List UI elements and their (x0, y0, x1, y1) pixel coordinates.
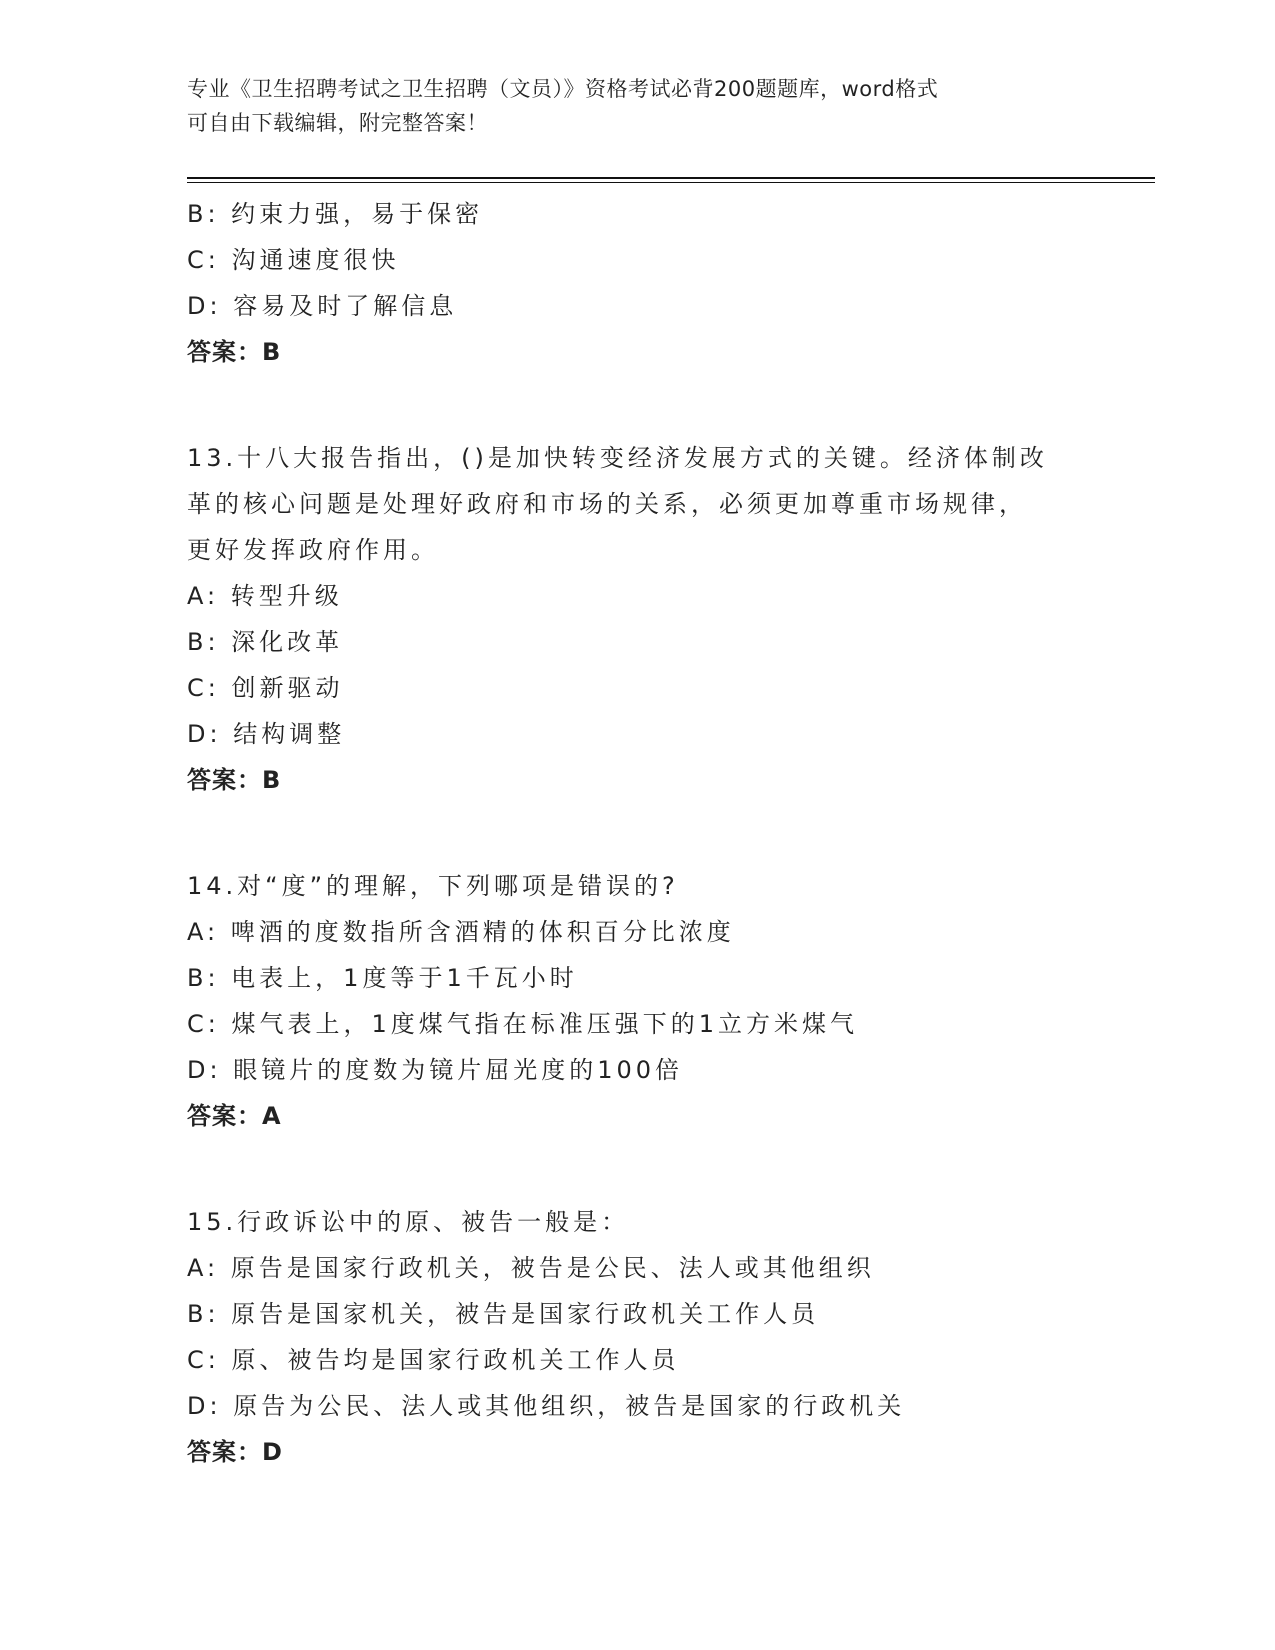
answer-line: 答案：D (187, 1438, 283, 1466)
answer-line: 答案：A (187, 1102, 282, 1130)
option-d: D: 结构调整 (187, 720, 346, 748)
answer-line: 答案：B (187, 766, 282, 794)
question-15-block (187, 1199, 1107, 1475)
option-d: D: 眼镜片的度数为镜片屈光度的100倍 (187, 1056, 684, 1084)
question-13-block (187, 435, 1107, 803)
option-c: C: 原、被告均是国家行政机关工作人员 (187, 1346, 680, 1374)
question-stem-line: 15.行政诉讼中的原、被告一般是： (187, 1208, 630, 1236)
option-b: B: 电表上，1度等于1千瓦小时 (187, 964, 578, 992)
header-title-line1: 专业《卫生招聘考试之卫生招聘（文员）》资格考试必背200题题库，word格式 (187, 77, 939, 101)
spacer (187, 803, 1107, 863)
option-a: A: 转型升级 (187, 582, 343, 610)
option-b: B: 约束力强，易于保密 (187, 200, 484, 228)
option-a: A: 原告是国家行政机关，被告是公民、法人或其他组织 (187, 1254, 875, 1282)
header-divider-thin (187, 182, 1155, 183)
document-header (187, 72, 1067, 140)
option-a: A: 啤酒的度数指所含酒精的体积百分比浓度 (187, 918, 735, 946)
question-12-block (187, 191, 1107, 375)
question-stem-line: 革的核心问题是处理好政府和市场的关系，必须更加尊重市场规律， (187, 490, 1027, 518)
option-b: B: 深化改革 (187, 628, 344, 656)
answer-line: 答案：B (187, 338, 282, 366)
question-stem-line: 14.对“度”的理解，下列哪项是错误的? (187, 872, 679, 900)
question-stem-line: 13.十八大报告指出，()是加快转变经济发展方式的关键。经济体制改 (187, 444, 1048, 472)
spacer (187, 375, 1107, 435)
option-c: C: 沟通速度很快 (187, 246, 400, 274)
option-b: B: 原告是国家机关，被告是国家行政机关工作人员 (187, 1300, 820, 1328)
header-title-line2: 可自由下载编辑，附完整答案！ (187, 111, 488, 135)
spacer (187, 1139, 1107, 1199)
header-divider-thick (187, 177, 1155, 179)
option-d: D: 原告为公民、法人或其他组织，被告是国家的行政机关 (187, 1392, 906, 1420)
question-stem-line: 更好发挥政府作用。 (187, 536, 439, 564)
option-d: D: 容易及时了解信息 (187, 292, 458, 320)
question-content (187, 191, 1107, 1475)
option-c: C: 煤气表上，1度煤气指在标准压强下的1立方米煤气 (187, 1010, 859, 1038)
question-14-block (187, 863, 1107, 1139)
option-c: C: 创新驱动 (187, 674, 344, 702)
